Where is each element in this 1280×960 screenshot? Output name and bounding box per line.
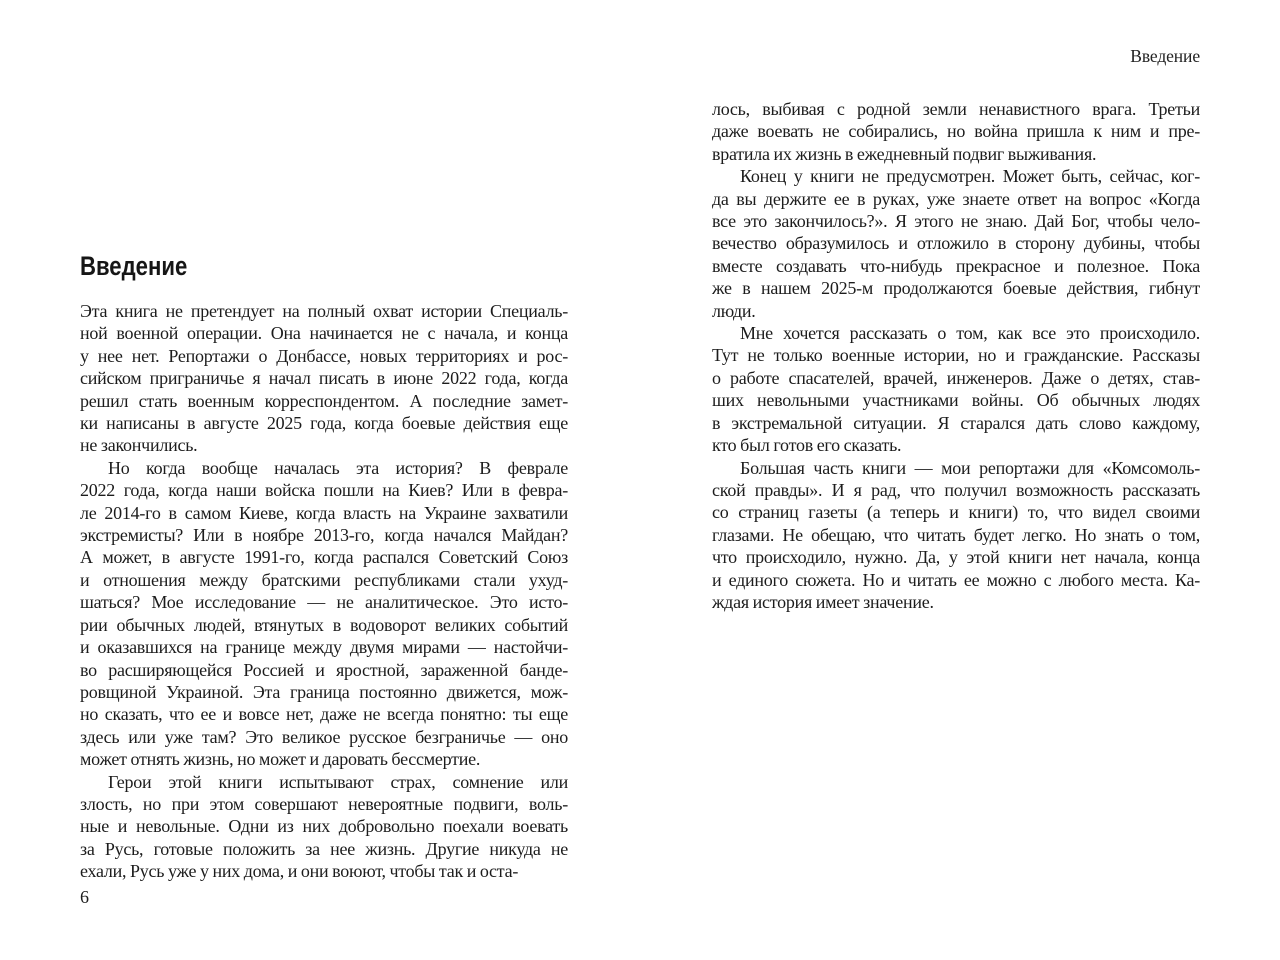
text-line: что происходило, нужно. Да, у этой книги нет начала, конца [712, 547, 1200, 568]
text-line: сийском приграничье я начал писать в июне 2022 года, когда [80, 368, 568, 389]
text-line: же в нашем 2025-м продолжаются боевые действия, гибнут [712, 278, 1200, 299]
text-line: А может, в августе 1991-го, когда распался Советский Союз [80, 547, 568, 568]
text-line: Тут не только военные истории, но и гражданские. Рассказы [712, 345, 1200, 366]
text-line: Герои этой книги испытывают страх, сомнение или [108, 771, 568, 792]
text-line: Большая часть книги — мои репортажи для «Комсомоль- [740, 457, 1200, 478]
text-line: вместе создавать что-нибудь прекрасное и полезное. Пока [712, 255, 1200, 276]
text-line: рии обычных людей, втянутых в водоворот великих событий [80, 614, 568, 635]
text-line: глазами. Не обещаю, что читать будет легко. Но знать о том, [712, 524, 1200, 545]
text-line: и оказавшихся на границе между двумя мирами — настойчи- [80, 637, 568, 658]
text-line: злость, но при этом совершают невероятные подвиги, воль- [80, 793, 568, 814]
text-line: и отношения между братскими республиками стали ухуд- [80, 569, 568, 590]
running-header: Введение [1130, 46, 1200, 66]
text-line: у нее нет. Репортажи о Донбассе, новых территориях и рос- [80, 345, 568, 366]
text-line: шаться? Мое исследование — не аналитическое. Это исто- [80, 592, 568, 613]
chapter-heading: Введение [80, 251, 188, 281]
right-text-column [712, 98, 1200, 613]
text-line: и единого сюжета. Но и читать ее можно с любого места. Ка- [712, 569, 1200, 590]
text-line: не закончились. [80, 435, 198, 456]
text-line: со страниц газеты (а теперь и книги) то, что видел своими [712, 502, 1200, 523]
text-line: кто был готов его сказать. [712, 435, 902, 456]
text-line: может отнять жизнь, но может и даровать бессмертие. [80, 749, 481, 770]
text-line: вратила их жизнь в ежедневный подвиг выживания. [712, 143, 1097, 164]
text-line: ле 2014-го в самом Киеве, когда власть на Украине захватили [80, 502, 568, 523]
text-line: ждая история имеет значение. [712, 591, 934, 612]
text-line: о работе спасателей, врачей, инженеров. Даже о детях, став- [712, 367, 1200, 388]
text-line: 2022 года, когда наши войска пошли на Киев? Или в февра- [80, 480, 568, 501]
text-line: ровщиной Украиной. Эта граница постоянно движется, мож- [80, 681, 568, 702]
text-line: ехали, Русь уже у них дома, и они воюют, чтобы так и оста- [80, 861, 519, 882]
text-line: вечество образумилось и отложило в сторону дубины, чтобы [712, 233, 1200, 254]
text-line: да вы держите ее в руках, уже знаете ответ на вопрос «Когда [712, 188, 1200, 209]
text-line: здесь или уже там? Это великое русское безграничье — оно [80, 726, 568, 747]
text-line: решил стать военным корреспондентом. А последние замет- [80, 390, 568, 411]
text-line: Конец у книги не предусмотрен. Может быть, сейчас, ког- [740, 166, 1200, 187]
text-line: за Русь, готовые положить за нее жизнь. Другие никуда не [80, 838, 568, 859]
text-line: Эта книга не претендует на полный охват истории Специаль- [80, 301, 568, 321]
text-line: в экстремальной ситуации. Я старался дать слово каждому, [712, 412, 1200, 433]
text-line: Но когда вообще началась эта история? В феврале [108, 457, 568, 478]
text-line: Мне хочется рассказать о том, как все это происходило. [740, 323, 1200, 344]
text-line: даже воевать не собирались, но война пришла к ним и пре- [712, 121, 1200, 142]
text-line: ки написаны в августе 2025 года, когда боевые действия еще [80, 413, 568, 434]
text-line: лось, выбивая с родной земли ненавистного врага. Третьи [712, 99, 1200, 119]
text-line: во расширяющейся Россией и яростной, зараженной банде- [80, 659, 568, 680]
page-number: 6 [80, 887, 89, 907]
text-line: но сказать, что ее и вовсе нет, даже не всегда понятно: ты еще [80, 704, 568, 725]
text-line: ные и невольные. Одни из них добровольно поехали воевать [80, 816, 568, 837]
text-line: ших невольными участниками войны. Об обычных людях [712, 390, 1200, 411]
text-line: экстремисты? Или в ноябре 2013-го, когда начался Майдан? [80, 525, 568, 546]
text-line: люди. [712, 300, 756, 321]
text-line: ной военной операции. Она начинается не с начала, и конца [80, 323, 568, 344]
text-line: все это закончилось?». Я этого не знаю. Дай Бог, чтобы чело- [712, 211, 1200, 232]
text-line: ской правды». И я рад, что получил возможность рассказать [712, 479, 1200, 500]
